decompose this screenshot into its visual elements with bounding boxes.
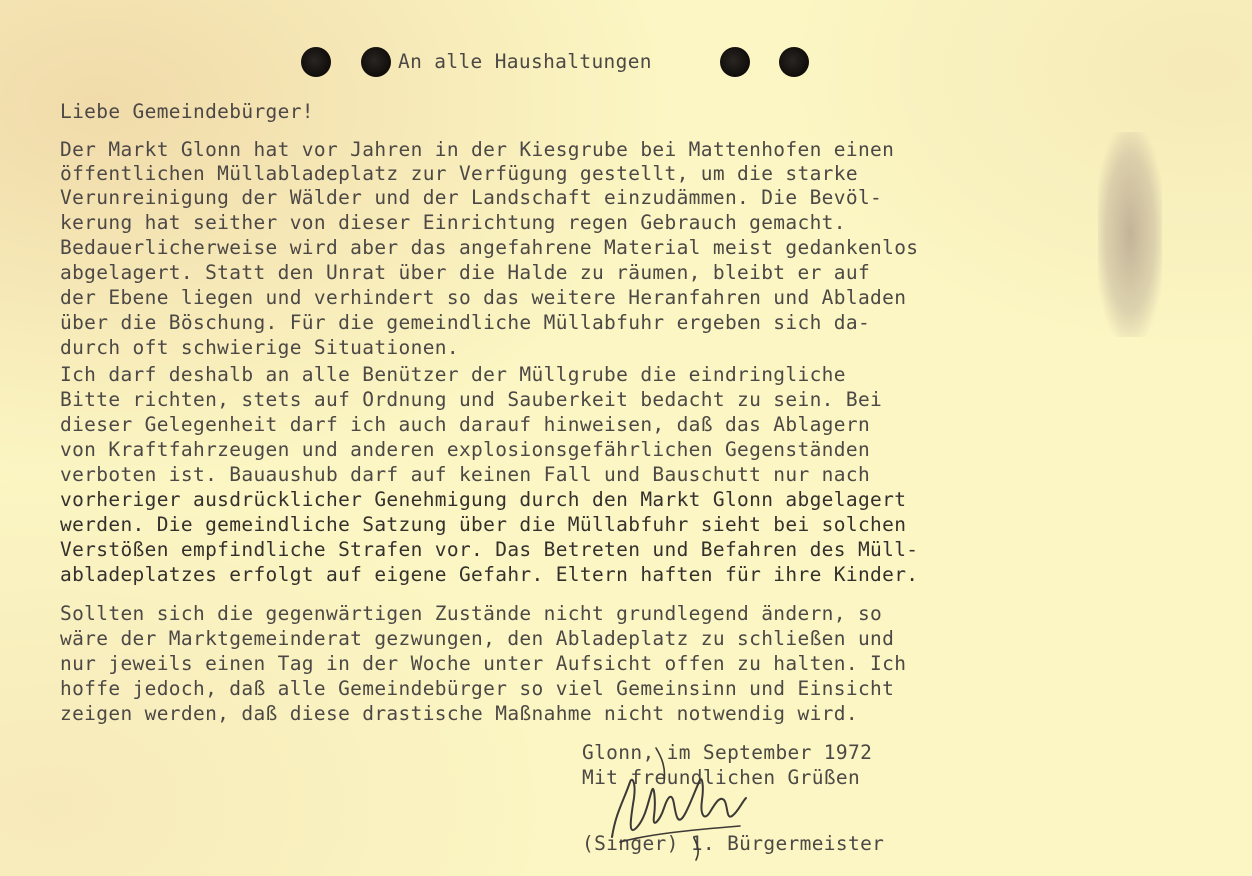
paragraph-2-line: abladeplatzes erfolgt auf eigene Gefahr. Eltern haften für ihre Kinder. — [60, 563, 919, 586]
punch-hole-1 — [301, 47, 331, 77]
salutation: Liebe Gemeindebürger! — [60, 100, 314, 123]
paragraph-3-line: hoffe jedoch, daß alle Gemeindebürger so viel Gemeinsinn und Einsicht — [60, 677, 895, 700]
paragraph-1-line: der Ebene liegen und verhindert so das weitere Heranfahren und Abladen — [60, 286, 907, 309]
paragraph-2-line: von Kraftfahrzeugen und anderen explosionsgefährlichen Gegenständen — [60, 438, 871, 461]
paragraph-1-line: Bedauerlicherweise wird aber das angefahrene Material meist gedankenlos — [60, 236, 919, 259]
letter-heading: An alle Haushaltungen — [398, 50, 652, 73]
paragraph-2-line: dieser Gelegenheit darf ich auch darauf hinweisen, daß das Ablagern — [60, 413, 871, 436]
paper-stain — [1098, 132, 1162, 337]
punch-hole-4 — [779, 47, 809, 77]
paragraph-1-line: über die Böschung. Für die gemeindliche Müllabfuhr ergeben sich da- — [60, 311, 871, 334]
paragraph-2-line: werden. Die gemeindliche Satzung über die Müllabfuhr sieht bei solchen — [60, 513, 907, 536]
paragraph-2-line: Ich darf deshalb an alle Benützer der Müllgrube die eindringliche — [60, 363, 846, 386]
punch-hole-2 — [361, 47, 391, 77]
paragraph-3-line: zeigen werden, daß diese drastische Maßnahme nicht notwendig wird. — [60, 702, 858, 725]
paragraph-3-line: wäre der Marktgemeinderat gezwungen, den Abladeplatz zu schließen und — [60, 627, 895, 650]
paragraph-1-line: Verunreinigung der Wälder und der Landschaft einzudämmen. Die Bevöl- — [60, 186, 883, 209]
paragraph-2-line: vorheriger ausdrücklicher Genehmigung durch den Markt Glonn abgelagert — [60, 488, 907, 511]
paragraph-1-line: durch oft schwierige Situationen. — [60, 336, 459, 359]
paragraph-1-line: Der Markt Glonn hat vor Jahren in der Kiesgrube bei Mattenhofen einen — [60, 138, 895, 161]
paragraph-1-line: abgelagert. Statt den Unrat über die Halde zu räumen, bleibt er auf — [60, 261, 871, 284]
punch-hole-3 — [720, 47, 750, 77]
paragraph-1-line: kerung hat seither von dieser Einrichtung regen Gebrauch gemacht. — [60, 211, 846, 234]
paragraph-3-line: nur jeweils einen Tag in der Woche unter Aufsicht offen zu halten. Ich — [60, 652, 907, 675]
paragraph-3-line: Sollten sich die gegenwärtigen Zustände nicht grundlegend ändern, so — [60, 602, 883, 625]
paragraph-2-line: verboten ist. Bauaushub darf auf keinen Fall und Bauschutt nur nach — [60, 463, 871, 486]
handwritten-signature — [590, 742, 790, 862]
greeting: Mit freundlichen Grüßen — [582, 766, 861, 789]
signatory: (Singer) 1. Bürgermeister — [582, 832, 885, 855]
paragraph-2-line: Verstößen empfindliche Strafen vor. Das Betreten und Befahren des Müll- — [60, 538, 919, 561]
place-date: Glonn, im September 1972 — [582, 741, 873, 764]
paragraph-1-line: öffentlichen Müllabladeplatz zur Verfügung gestellt, um die starke — [60, 162, 858, 185]
paragraph-2-line: Bitte richten, stets auf Ordnung und Sauberkeit bedacht zu sein. Bei — [60, 388, 883, 411]
